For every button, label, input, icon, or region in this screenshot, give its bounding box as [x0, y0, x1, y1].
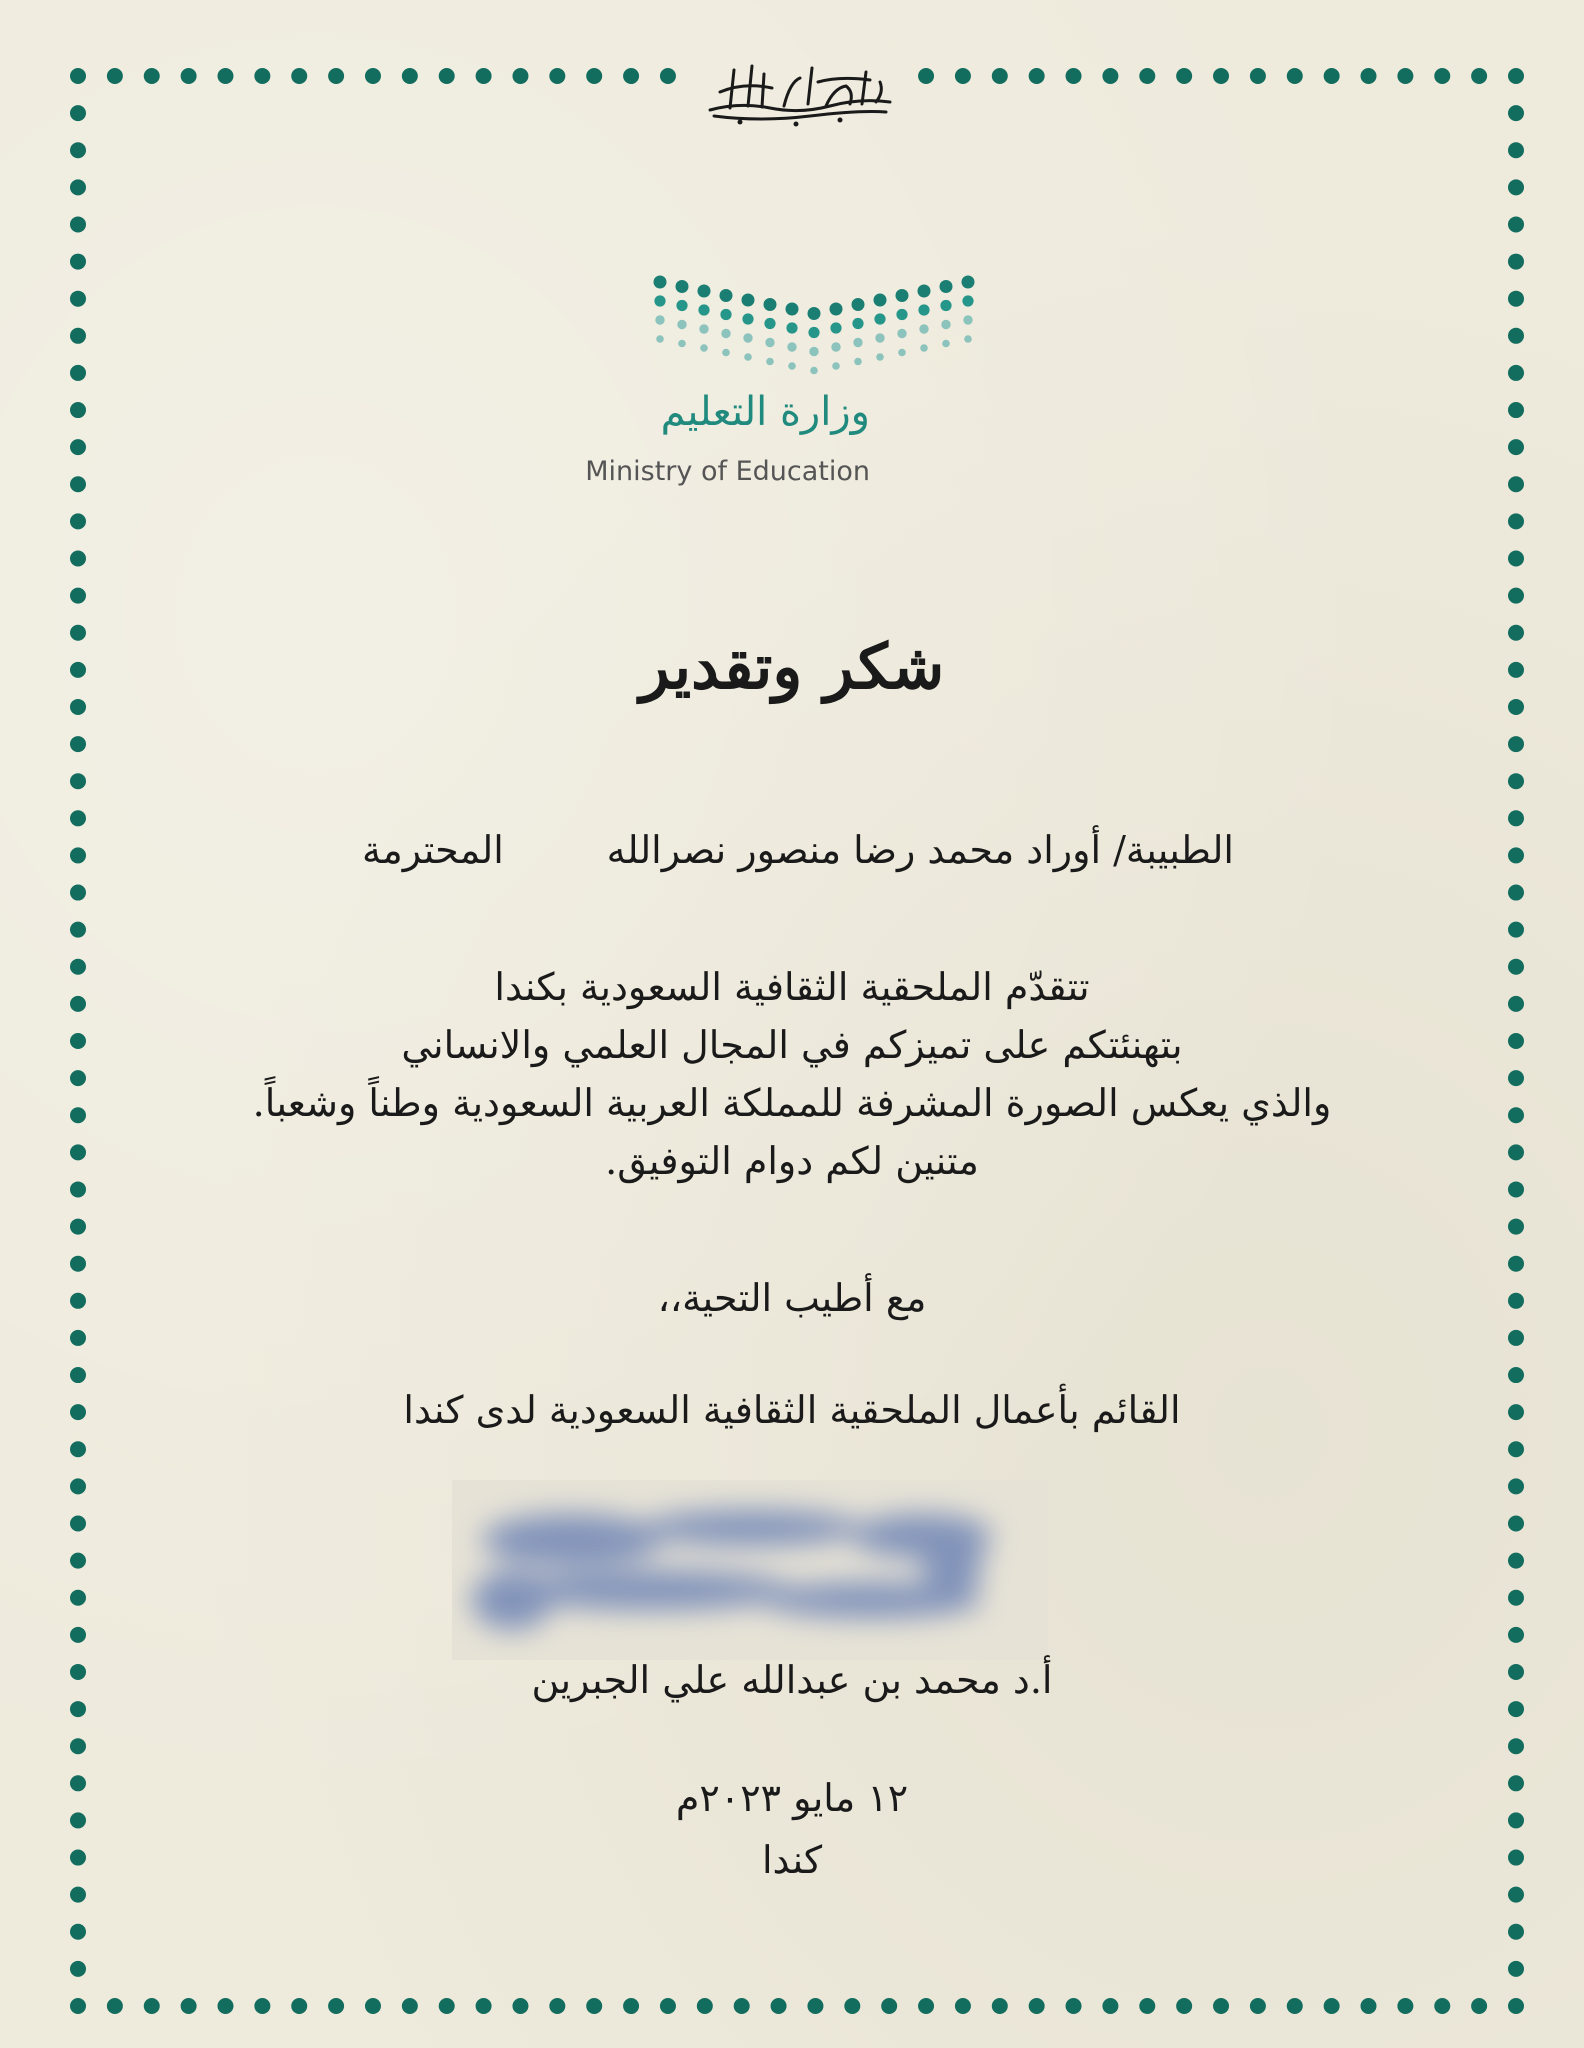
recipient-line — [0, 820, 1584, 880]
border-dot — [328, 1998, 344, 2014]
blurred-signature — [452, 1480, 1048, 1660]
border-dot — [918, 68, 934, 84]
border-dot — [70, 291, 86, 307]
border-dot — [70, 68, 86, 84]
border-dot — [365, 1998, 381, 2014]
border-dot — [1434, 68, 1450, 84]
border-dot — [70, 254, 86, 270]
border-dot — [807, 1998, 823, 2014]
border-dot — [771, 1998, 787, 2014]
border-dot — [291, 68, 307, 84]
border-dot — [1176, 68, 1192, 84]
border-dot — [1029, 1998, 1045, 2014]
border-dot — [1324, 68, 1340, 84]
border-dot — [217, 1998, 233, 2014]
border-dot — [1102, 68, 1118, 84]
recipient-name: الطبيبة/ أوراد محمد رضا منصور نصرالله — [606, 828, 1234, 872]
border-dot — [181, 1998, 197, 2014]
border-dot — [70, 328, 86, 344]
border-dot — [992, 1998, 1008, 2014]
border-dot — [70, 922, 86, 938]
border-dot — [586, 1998, 602, 2014]
border-dot — [70, 1590, 86, 1606]
border-dot — [70, 551, 86, 567]
border-dot — [70, 1441, 86, 1457]
border-dot — [1508, 328, 1524, 344]
border-dot — [512, 68, 528, 84]
border-dot — [70, 365, 86, 381]
border-dot — [1508, 1924, 1524, 1940]
border-dot — [70, 1924, 86, 1940]
border-dot — [1508, 922, 1524, 938]
closing-greeting: مع أطيب التحية،، — [657, 1276, 927, 1320]
border-dot — [291, 1998, 307, 2014]
border-dot — [955, 1998, 971, 2014]
border-dot — [1508, 736, 1524, 752]
border-dot — [1508, 513, 1524, 529]
border-dot — [918, 1998, 934, 2014]
border-dot — [144, 68, 160, 84]
border-dot — [1213, 1998, 1229, 2014]
border-dot — [70, 885, 86, 901]
border-dot — [70, 1998, 86, 2014]
border-dot — [70, 1738, 86, 1754]
border-dot — [1102, 1998, 1118, 2014]
border-dot — [1471, 1998, 1487, 2014]
border-dot — [1508, 885, 1524, 901]
border-dot — [1397, 1998, 1413, 2014]
border-dot — [70, 736, 86, 752]
certificate-date: ١٢ مايو ٢٠٢٣م — [675, 1776, 909, 1820]
border-dot — [1508, 365, 1524, 381]
border-dot — [181, 68, 197, 84]
border-dot — [70, 142, 86, 158]
border-dot — [1508, 1553, 1524, 1569]
border-dot — [70, 216, 86, 232]
border-dot — [1287, 68, 1303, 84]
border-dot — [1508, 588, 1524, 604]
border-dot — [586, 68, 602, 84]
border-dot — [70, 1516, 86, 1532]
border-dot — [881, 1998, 897, 2014]
border-dot — [70, 1961, 86, 1977]
border-dot — [402, 1998, 418, 2014]
border-dot — [365, 68, 381, 84]
border-dot — [549, 1998, 565, 2014]
certificate-title: شكر وتقدير — [639, 630, 945, 703]
border-dot — [107, 68, 123, 84]
border-dot — [1139, 1998, 1155, 2014]
border-dot — [1434, 1998, 1450, 2014]
border-dot — [70, 773, 86, 789]
border-dot — [1508, 1961, 1524, 1977]
border-dot — [1471, 68, 1487, 84]
border-dot — [70, 439, 86, 455]
border-dot — [70, 476, 86, 492]
certificate-body — [0, 958, 1584, 1190]
border-dot — [1361, 68, 1377, 84]
border-dot — [328, 68, 344, 84]
border-dot — [660, 68, 676, 84]
basmala-calligraphy — [700, 52, 900, 132]
border-dot — [70, 1330, 86, 1346]
body-line: والذي يعكس الصورة المشرفة للمملكة العربية السعودية وطناً وشعباً. — [252, 1081, 1332, 1125]
border-dot — [254, 1998, 270, 2014]
border-dot — [70, 179, 86, 195]
border-dot — [1213, 68, 1229, 84]
border-dot — [1508, 68, 1524, 84]
border-dot — [697, 1998, 713, 2014]
body-line: بتهنئتكم على تميزكم في المجال العلمي والانساني — [401, 1023, 1183, 1067]
border-dot — [1508, 1738, 1524, 1754]
border-dot — [476, 68, 492, 84]
border-dot — [1250, 1998, 1266, 2014]
border-dot — [1508, 551, 1524, 567]
border-dot — [70, 402, 86, 418]
border-dot — [1508, 179, 1524, 195]
border-dot — [144, 1998, 160, 2014]
signer-title: القائم بأعمال الملحقية الثقافية السعودية لدى كندا — [403, 1388, 1181, 1432]
border-dot — [70, 513, 86, 529]
border-dot — [955, 68, 971, 84]
signer-name: أ.د محمد بن عبدالله علي الجبرين — [531, 1658, 1053, 1702]
border-dot — [1508, 105, 1524, 121]
border-dot — [70, 588, 86, 604]
border-dot — [623, 68, 639, 84]
border-dot — [254, 68, 270, 84]
border-dot — [1508, 1590, 1524, 1606]
border-dot — [1029, 68, 1045, 84]
border-dot — [439, 68, 455, 84]
border-dot — [1066, 1998, 1082, 2014]
border-dot — [1287, 1998, 1303, 2014]
border-dot — [1508, 773, 1524, 789]
border-dot — [439, 1998, 455, 2014]
border-dot — [1508, 1627, 1524, 1643]
border-dot — [1508, 476, 1524, 492]
border-dot — [512, 1998, 528, 2014]
border-dot — [70, 1478, 86, 1494]
border-dot — [1508, 1330, 1524, 1346]
border-dot — [660, 1998, 676, 2014]
body-line: متنين لكم دوام التوفيق. — [605, 1139, 979, 1183]
border-dot — [1508, 1998, 1524, 2014]
certificate-place: كندا — [761, 1838, 823, 1882]
border-dot — [402, 68, 418, 84]
border-dot — [1508, 1441, 1524, 1457]
border-dot — [1508, 142, 1524, 158]
ministry-name-english: Ministry of Education — [585, 456, 870, 487]
border-dot — [1066, 68, 1082, 84]
border-dot — [1508, 1478, 1524, 1494]
border-dot — [1508, 1219, 1524, 1235]
body-line: تتقدّم الملحقية الثقافية السعودية بكندا — [494, 965, 1090, 1009]
border-dot — [1508, 254, 1524, 270]
border-dot — [1508, 1516, 1524, 1532]
border-dot — [623, 1998, 639, 2014]
border-dot — [549, 68, 565, 84]
border-dot — [70, 1219, 86, 1235]
border-dot — [734, 1998, 750, 2014]
border-dot — [1508, 216, 1524, 232]
border-dot — [217, 68, 233, 84]
border-dot — [70, 1553, 86, 1569]
border-dot — [1397, 68, 1413, 84]
border-dot — [1176, 1998, 1192, 2014]
border-dot — [1361, 1998, 1377, 2014]
border-dot — [70, 105, 86, 121]
border-dot — [1250, 68, 1266, 84]
border-dot — [1139, 68, 1155, 84]
border-dot — [992, 68, 1008, 84]
border-dot — [1508, 402, 1524, 418]
border-dot — [476, 1998, 492, 2014]
ministry-name-arabic: وزارة التعليم — [660, 389, 870, 435]
border-dot — [70, 1627, 86, 1643]
border-dot — [107, 1998, 123, 2014]
border-dot — [1508, 291, 1524, 307]
recipient-honorific: المحترمة — [362, 828, 504, 872]
border-dot — [1324, 1998, 1340, 2014]
border-dot — [1508, 439, 1524, 455]
border-dot — [844, 1998, 860, 2014]
